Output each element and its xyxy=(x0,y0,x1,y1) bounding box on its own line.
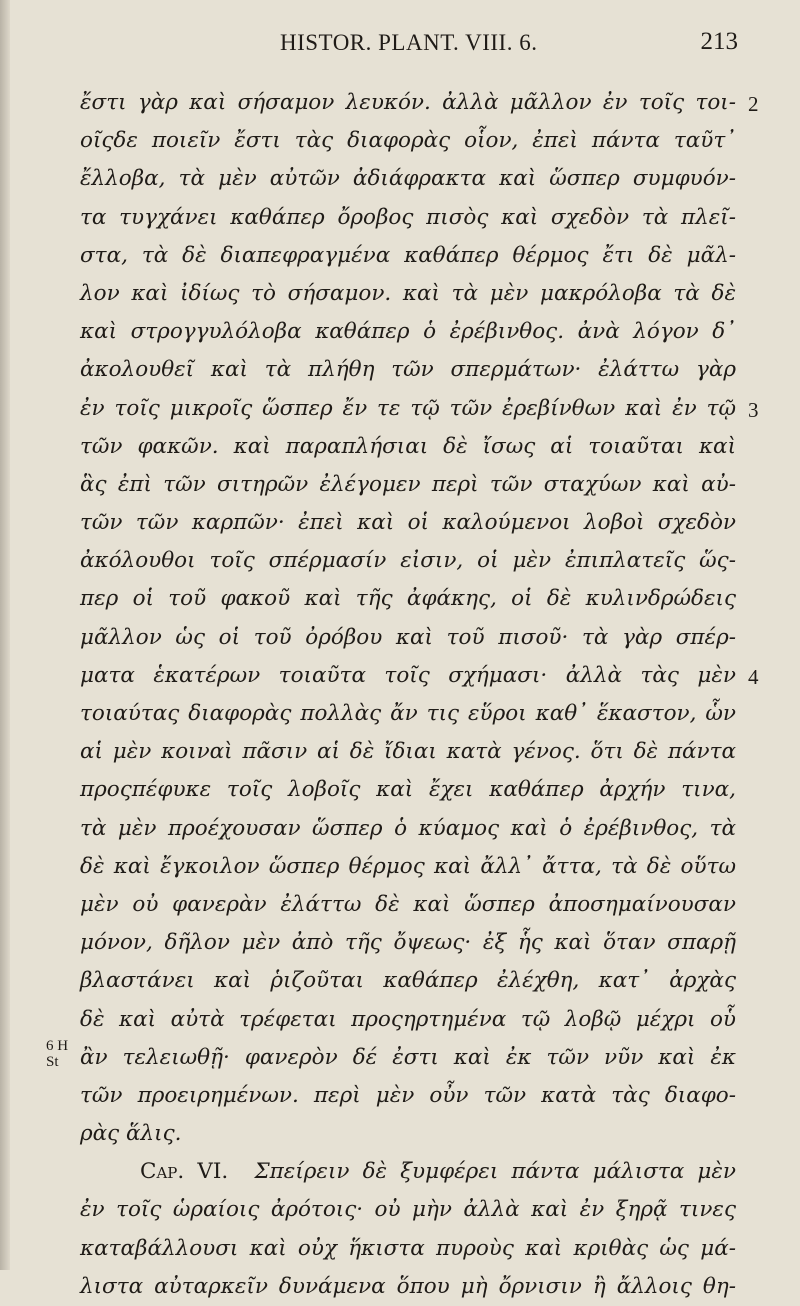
text-line: τα τυγχάνει καθάπερ ὄροβος πισὸς καὶ σχεδὸν τὰ πλεῖ- xyxy=(80,204,736,230)
text-line: ἀκολουθεῖ καὶ τὰ πλήθη τῶν σπερμάτων· ἐλάττω γὰρ xyxy=(80,357,736,383)
body-text xyxy=(80,84,736,1306)
text-line: αἱ μὲν κοιναὶ πᾶσιν αἱ δὲ ἴδιαι κατὰ γένος. ὅτι δὲ πάντα xyxy=(80,739,736,765)
text-line: ἃς ἐπὶ τῶν σιτηρῶν ἐλέγομεν περὶ τῶν σταχύων καὶ αὐ- xyxy=(80,471,736,497)
text-line: βλαστάνει καὶ ῥιζοῦται καθάπερ ἐλέχθη, κατ᾽ ἀρχὰς xyxy=(80,968,736,994)
text-line: ἐν τοῖς μικροῖς ὥσπερ ἔν τε τῷ τῶν ἐρεβίνθων καὶ ἐν τῷ xyxy=(80,395,736,421)
chapter-heading: Cap. VI. xyxy=(140,1159,229,1185)
text-line: τῶν φακῶν. καὶ παραπλήσιαι δὲ ἴσως αἱ τοιαῦται καὶ xyxy=(80,433,736,459)
text-line: καταβάλλουσι καὶ οὐχ ἥκιστα πυροὺς καὶ κριθὰς ὡς μά- xyxy=(80,1235,736,1261)
text-line: ἔστι γὰρ καὶ σήσαμον λευκόν. ἀλλὰ μᾶλλον ἐν τοῖς τοι- xyxy=(80,90,736,115)
text-line: λον καὶ ἰδίως τὸ σήσαμον. καὶ τὰ μὲν μακρόλοβα τὰ δὲ xyxy=(80,280,736,306)
text-line: λιστα αὐταρκεῖν δυνάμενα ὅπου μὴ ὄρνισιν ἢ ἄλλοις θη- xyxy=(80,1273,736,1299)
text-line: ἀκόλουθοι τοῖς σπέρμασίν εἰσιν, οἱ μὲν ἐπιπλατεῖς ὥς- xyxy=(80,548,736,574)
running-header xyxy=(0,22,800,62)
text-line: καὶ στρογγυλόλοβα καθάπερ ὁ ἐρέβινθος. ἀνὰ λόγον δ᾽ xyxy=(80,319,736,345)
text-line: τῶν προειρημένων. περὶ μὲν οὖν τῶν κατὰ τὰς διαφο- xyxy=(80,1082,736,1108)
section-number: 2 xyxy=(748,92,759,116)
text-line: Σπείρειν δὲ ξυμφέρει πάντα μάλιστα μὲν xyxy=(254,1159,737,1185)
section-number: 3 xyxy=(748,398,759,422)
text-line: δὲ καὶ αὐτὰ τρέφεται προςηρτημένα τῷ λοβῷ μέχρι οὗ xyxy=(80,1006,736,1032)
edition-siglum xyxy=(46,1038,68,1070)
section-number: 4 xyxy=(748,665,759,689)
text-line: ἂν τελειωθῇ· φανερὸν δέ ἐστι καὶ ἐκ τῶν νῦν καὶ ἐκ xyxy=(80,1044,736,1070)
siglum-line: 6 H xyxy=(46,1038,69,1054)
text-line: ἐν τοῖς ὡραίοις ἀρότοις· οὐ μὴν ἀλλὰ καὶ ἐν ξηρᾷ τινες xyxy=(80,1197,736,1223)
page-edge xyxy=(0,0,10,1270)
text-line: ματα ἑκατέρων τοιαῦτα τοῖς σχήμασι· ἀλλὰ τὰς μὲν xyxy=(80,662,736,688)
running-title: HISTOR. PLANT. VIII. 6. xyxy=(280,30,538,55)
text-line: μᾶλλον ὡς οἱ τοῦ ὀρόβου καὶ τοῦ πισοῦ· τὰ γὰρ σπέρ- xyxy=(80,624,736,650)
text-line: μὲν οὐ φανερὰν ἐλάττω δὲ καὶ ὥσπερ ἀποσημαίνουσαν xyxy=(80,891,736,917)
text-line: προςπέφυκε τοῖς λοβοῖς καὶ ἔχει καθάπερ ἀρχήν τινα, xyxy=(80,777,736,803)
text-line: οῖςδε ποιεῖν ἔστι τὰς διαφορὰς οἷον, ἐπεὶ πάντα ταῦτ᾽ xyxy=(80,128,736,154)
text-line: περ οἱ τοῦ φακοῦ καὶ τῆς ἀφάκης, οἱ δὲ κυλινδρώδεις xyxy=(80,586,736,612)
text-line: δὲ καὶ ἔγκοιλον ὥσπερ θέρμος καὶ ἄλλ᾽ ἄττα, τὰ δὲ οὕτω xyxy=(80,853,736,879)
text-line: στα, τὰ δὲ διαπεφραγμένα καθάπερ θέρμος ἔτι δὲ μᾶλ- xyxy=(80,242,736,268)
text-line: μόνον, δῆλον μὲν ἀπὸ τῆς ὄψεως· ἐξ ἧς καὶ ὅταν σπαρῇ xyxy=(80,930,736,956)
text-line: τῶν τῶν καρπῶν· ἐπεὶ καὶ οἱ καλούμενοι λοβοὶ σχεδὸν xyxy=(80,510,736,536)
siglum-line: St xyxy=(46,1054,59,1070)
text-line: ἔλλοβα, τὰ μὲν αὐτῶν ἀδιάφρακτα καὶ ὥσπερ συμφυόν- xyxy=(80,166,736,192)
page-number: 213 xyxy=(700,28,738,55)
text-line: ρὰς ἅλις. xyxy=(80,1121,182,1147)
text-line: τοιαύτας διαφορὰς πολλὰς ἄν τις εὕροι καθ᾽ ἕκαστον, ὧν xyxy=(80,701,736,726)
chapter-line xyxy=(80,1153,736,1191)
text-line: τὰ μὲν προέχουσαν ὥσπερ ὁ κύαμος καὶ ὁ ἐρέβινθος, τὰ xyxy=(80,815,736,841)
